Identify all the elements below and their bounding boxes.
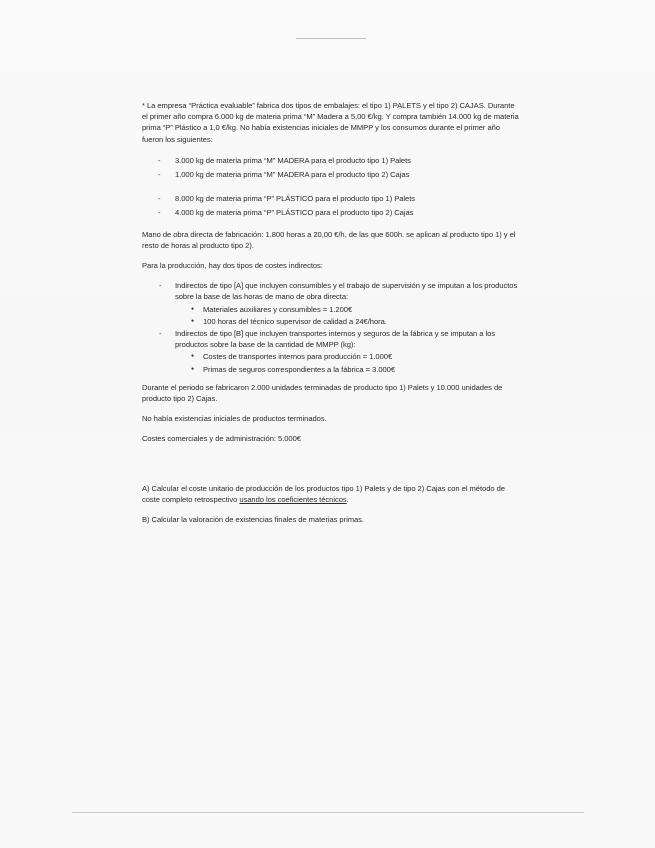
no-stock-paragraph: No había existencias iniciales de productos terminados. <box>142 414 327 424</box>
indirect-cost-list <box>142 280 522 375</box>
list-item: ● Costes de transportes internos para producción = 1.000€ <box>175 351 522 362</box>
question-a-text: A) Calcular el coste unitario de producción de los productos tipo 1) Palets y de tipo 2) Cajas con el método de coste completo retrospectivo <box>142 483 505 504</box>
exercise-text <box>142 100 522 534</box>
list-item: ● 100 horas del técnico supervisor de calidad a 24€/hora. <box>175 316 522 327</box>
indirect-type-a-items <box>175 304 522 327</box>
list-item: - 4.000 kg de materia prima “P” PLÁSTICO para el producto tipo 2) Cajas <box>142 207 522 218</box>
list-item: - 3.000 kg de materia prima “M” MADERA para el producto tipo 1) Palets <box>142 155 522 166</box>
list-item: ● Materiales auxiliares y consumibles = 1.200€ <box>175 304 522 315</box>
scan-edge-bottom <box>72 812 584 813</box>
production-paragraph: Durante el periodo se fabricaron 2.000 unidades terminadas de producto tipo 1) Palets y 10.000 unidades de producto tipo 2) Cajas. <box>142 382 503 404</box>
indirect-intro: Para la producción, hay dos tipos de costes indirectos: <box>142 261 323 271</box>
intro-paragraph: * La empresa “Práctica evaluable” fabrica dos tipos de embalajes: el tipo 1) PALETS y el tipo 2) CAJAS. Durante el primer año compra 6.000 kg de materia prima “M” Madera a 5,00 €/kg. Y compra también 14.000 kg de materia prima “P” Plástico a 1,0 €/kg. No había existencias iniciales de MMPP y los consumos durante el primer año fueron los siguientes: <box>142 101 519 144</box>
scan-edge-top <box>296 38 366 39</box>
list-item: ● Primas de seguros correspondientes a la fábrica = 3.000€ <box>175 364 522 375</box>
question-b: B) Calcular la valoración de existencias finales de materias primas. <box>142 515 364 525</box>
commercial-costs-paragraph: Costes comerciales y de administración: 5.000€ <box>142 434 301 444</box>
question-a-underlined: usando los coeficientes técnicos <box>239 494 347 504</box>
indirect-type-b-items <box>175 351 522 374</box>
indirect-type-a-text: Indirectos de tipo [A] que incluyen consumibles y el trabajo de supervisión y se imputan a los productos sobre la base de las horas de mano de obra directa: <box>175 281 518 302</box>
list-item: - 1.000 kg de materia prima “M” MADERA para el producto tipo 2) Cajas <box>142 169 522 180</box>
question-a-end: . <box>346 494 349 504</box>
labor-paragraph: Mano de obra directa de fabricación: 1.800 horas a 20,00 €/h, de las que 600h. se aplican al producto tipo 1) y el resto de horas al producto tipo 2). <box>142 229 516 250</box>
question-a <box>142 483 522 505</box>
indirect-type-b-text: Indirectos de tipo [B] que incluyen transportes internos y seguros de la fábrica y se imputan a los productos sobre la base de la cantidad de MMPP (kg): <box>175 329 496 350</box>
indirect-type-b <box>142 328 522 375</box>
list-item: - 8.000 kg de materia prima “P” PLÁSTICO para el producto tipo 1) Palets <box>142 193 522 204</box>
spacer <box>142 454 522 483</box>
indirect-type-a <box>142 280 522 327</box>
consumption-list <box>142 155 522 219</box>
